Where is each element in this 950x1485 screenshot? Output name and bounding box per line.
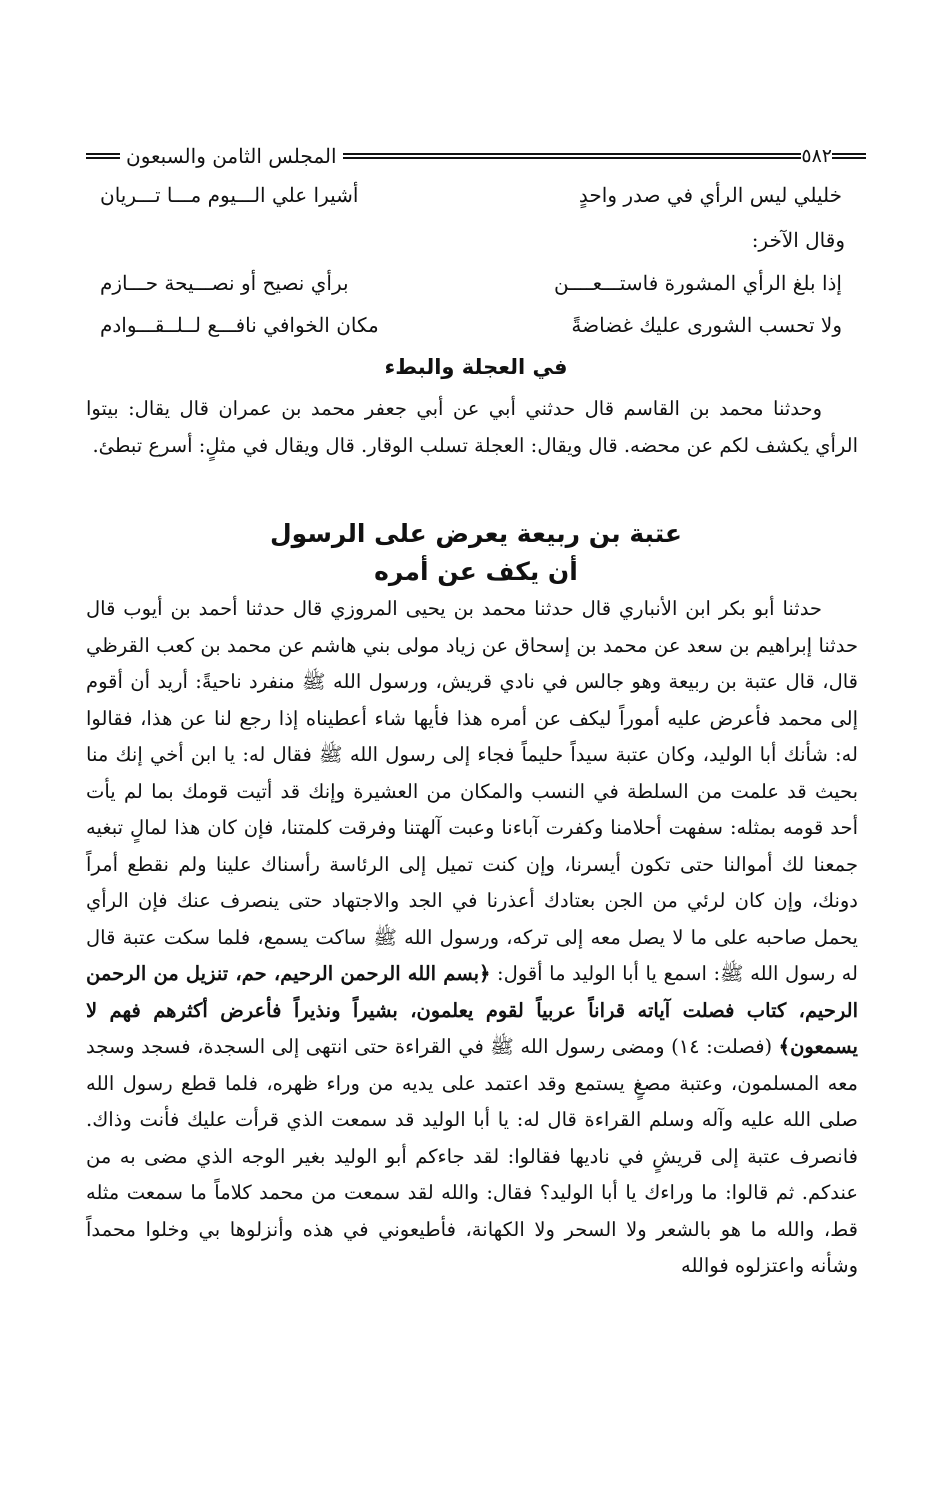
verse-second-hemistich: مكان الخوافي نافـــع لــلــقـــوادم (100, 313, 379, 337)
header-rule-middle (343, 152, 802, 160)
poet-intro: وقال الآخر: (751, 228, 845, 252)
section-heading-line2: أن يكف عن أمره (374, 557, 578, 586)
poem-verse (100, 269, 842, 297)
chapter-title: المجلس الثامن والسبعون (126, 144, 337, 168)
header-rule-right (832, 152, 866, 160)
quran-quote: ﴿بسم الله الرحمن الرحيم، حم، تنزيل من الرحمن الرحيم، كتاب فصلت آياته قراناً عربياً لقوم يعلمون، بشيراً ونذيراً فأعرض أكثرهم فهم لا يسمعون﴾ (86, 962, 858, 1058)
verse-first-hemistich: إذا بلغ الرأي المشورة فاستـــعــــن (553, 271, 842, 295)
section-heading-line1: عتبة بن ربيعة يعرض على الرسول (269, 519, 683, 548)
paragraph-text: حدثنا أبو بكر ابن الأنباري قال حدثنا محمد بن يحيى المروزي قال حدثنا أحمد بن أيوب قال حدثنا إبراهيم بن سعد عن محمد بن إسحاق عن زياد مولى بني هاشم عن محمد بن كعب القرظي قال، قال عتبة بن ربيعة وهو جالس في نادي قريش، ورسول الله ﷺ منفرد ناحيةً: أريد أن أقوم إلى محمد فأعرض عليه أموراً ليكف عن أمره هذا فأيها شاء أعطيناه إذا رجع لنا عن هذا، فقالوا له: شأنك أبا الوليد، وكان عتبة سيداً حليماً فجاء إلى رسول الله ﷺ فقال له: يا ابن أخي إنك منا بحيث قد علمت من السلطة في النسب والمكان من العشيرة وإنك قد أتيت قومك بما لم يأت أحد قومه بمثله: سفهت أحلامنا وكفرت آباءنا وعبت آلهتنا وفرقت كلمتنا، فإن كان هذا لمالٍ تبغيه جمعنا لك أموالنا حتى تكون أيسرنا، وإن كنت تميل إلى الرئاسة رأسناك علينا ولم نقطع أمراً دونك، وإن كان لرئي من الجن بعتادك أعذرنا في الجد والاجتهاد حتى ينصرف عنك فإن الرأي يحمل صاحبه على ما لا يصل معه إلى تركه، ورسول الله ﷺ ساكت يسمع، فلما سكت عتبة قال له رسول الله ﷺ: اسمع يا أبا الوليد ما أقول: (86, 597, 858, 985)
header-rule-left (86, 152, 120, 160)
section-paragraph (86, 391, 858, 464)
running-header (86, 138, 866, 174)
poem-verse (100, 181, 842, 209)
verse-second-hemistich: برأي نصيح أو نصـــيحة حـــازم (100, 271, 349, 295)
section-heading: في العجلة والبطء (384, 355, 568, 379)
section-paragraph (86, 591, 858, 1285)
verse-first-hemistich: ولا تحسب الشورى عليك غضاضةً (571, 313, 842, 337)
page-number: ٥٨٢ (801, 145, 832, 167)
paragraph-text-continued: (فصلت: ١٤) ومضى رسول الله ﷺ في القراءة حتى انتهى إلى السجدة، فسجد وسجد معه المسلمون، وعتبة مصغٍ يستمع وقد اعتمد على يديه من وراء ظهره، فلما قطع رسول الله صلى الله عليه وآله وسلم القراءة قال له: يا أبا الوليد قد سمعت الذي قرأت عليك فأنت وذاك. فانصرف عتبة إلى قريشٍ في ناديها فقالوا: لقد جاءكم أبو الوليد بغير الوجه الذي مضى به من عندكم. ثم قالوا: ما وراءك يا أبا الوليد؟ فقال: والله لقد سمعت من محمد كلاماً ما سمعت مثله قط، والله ما هو بالشعر ولا السحر ولا الكهانة، فأطيعوني في هذه وأنزلوها بي وخلوا محمداً وشأنه واعتزلوه فوالله (86, 1035, 858, 1277)
paragraph-text: وحدثنا محمد بن القاسم قال حدثني أبي عن أبي جعفر محمد بن عمران قال يقال: بيتوا الرأي يكشف لكم عن محضه. قال ويقال: العجلة تسلب الوقار. قال ويقال في مثلٍ: أسرع تبطئ. (86, 397, 858, 457)
verse-first-hemistich: خليلي ليس الرأي في صدر واحدٍ (578, 183, 842, 207)
poem-verse (100, 311, 842, 339)
verse-second-hemistich: أشيرا علي الـــيوم مـــا تـــريان (100, 183, 359, 207)
